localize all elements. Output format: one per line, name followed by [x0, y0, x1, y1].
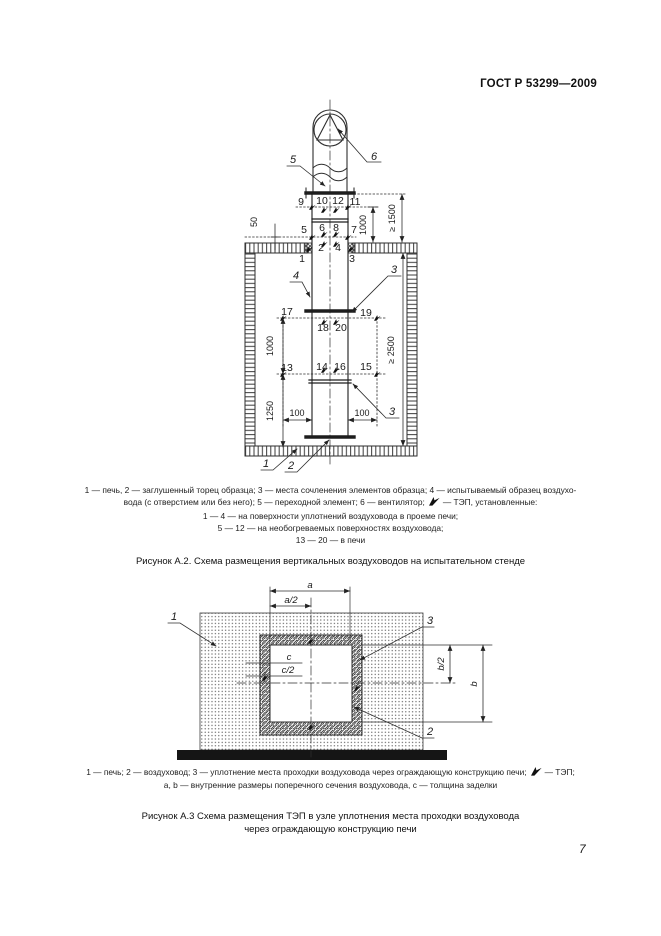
tc-15: 15 [360, 361, 372, 373]
dim-1250: 1250 [265, 400, 275, 422]
standard-number-header: ГОСТ Р 53299—2009 [480, 78, 597, 90]
tep-symbol-icon [531, 767, 542, 779]
tc-12: 12 [332, 195, 344, 207]
legend-a2-line5: 13 — 20 — в печи [295, 535, 366, 546]
legend-a3-line1-text-after: — ТЭП; [544, 767, 575, 777]
legend-a2-line4: 5 — 12 — на необогреваемых поверхностях воздуховода; [217, 522, 444, 533]
figure-a3-title-line2: через ограждающую конструкцию печи [244, 824, 417, 835]
tc-8: 8 [333, 222, 339, 234]
element-leaders-a2 [261, 129, 401, 472]
dim-1000-top: 1000 [358, 214, 368, 236]
tc-17: 17 [281, 306, 293, 318]
dim-1000-mid: 1000 [265, 335, 275, 357]
tc-19: 19 [360, 307, 372, 319]
tc-6: 6 [319, 222, 325, 234]
tc-1: 1 [299, 253, 305, 265]
figure-a2-legend [36, 484, 625, 546]
tep-symbol-icon [429, 497, 440, 509]
label-joint-top: 3 [390, 264, 398, 276]
label-seal-a3: 3 [426, 615, 434, 627]
dim-c: c [286, 652, 292, 663]
dim-c-half: c/2 [281, 665, 295, 676]
base-plate [177, 750, 447, 760]
legend-a3-line1-text: 1 — печь; 2 — воздуховод; 3 — уплотнение места проходки воздуховода через ограждающую конструкцию печи; [86, 767, 527, 777]
label-specimen: 4 [292, 270, 300, 282]
figure-a3-title [0, 810, 661, 836]
legend-a2-line2 [36, 496, 625, 509]
legend-a3-line2: a, b — внутренние размеры поперечного сечения воздуховода, c — толщина заделки [163, 780, 498, 791]
figure-a3-diagram [168, 580, 492, 760]
legend-a2-line1: 1 — печь, 2 — заглушенный торец образца; 3 — места сочленения элементов образца; 4 — испытываемый образец воздухо- [84, 485, 577, 495]
tc-10: 10 [316, 195, 328, 207]
figure-a3-legend [36, 766, 625, 792]
label-transition-element: 5 [289, 154, 297, 166]
dim-100-right: 100 [354, 408, 370, 418]
label-furnace-a3: 1 [170, 611, 178, 623]
dim-1500: ≥ 1500 [387, 204, 397, 232]
dim-2500: ≥ 2500 [386, 336, 396, 364]
tc-2: 2 [318, 242, 324, 254]
tc-16: 16 [334, 361, 346, 373]
label-capped-end: 2 [287, 460, 295, 472]
legend-a2-line2-text-after: — ТЭП, установленные: [442, 497, 538, 508]
dim-a-half: a/2 [284, 595, 298, 606]
legend-a3-line1 [36, 766, 625, 779]
page-number: 7 [579, 842, 586, 856]
label-joint-bottom: 3 [388, 406, 396, 418]
legend-a2-line2-text: вода (с отверстием или без него); 5 — переходной элемент; 6 — вентилятор; [123, 497, 425, 508]
tc-9: 9 [298, 196, 304, 208]
tc-14: 14 [316, 361, 328, 373]
tc-5: 5 [301, 224, 307, 236]
tc-4: 4 [335, 242, 341, 254]
dim-50: 50 [249, 216, 259, 228]
dim-a: a [307, 580, 313, 591]
figure-a2-diagram [245, 100, 417, 472]
figure-a3-title-line1: Рисунок А.3 Схема размещения ТЭП в узле уплотнения места проходки воздуховода [141, 811, 520, 822]
tc-13: 13 [281, 362, 293, 374]
label-duct-a3: 2 [426, 726, 434, 738]
figure-a2-title: Рисунок А.2. Схема размещения вертикальных воздуховодов на испытательном стенде [135, 556, 526, 567]
dim-100-left: 100 [289, 408, 305, 418]
legend-a2-line3: 1 — 4 — на поверхности уплотнений воздуховода в проеме печи; [202, 510, 459, 521]
dim-b-half: b/2 [436, 657, 447, 671]
dim-b: b [469, 681, 480, 687]
label-fan: 6 [370, 151, 378, 163]
tc-18: 18 [317, 322, 329, 334]
tc-7: 7 [351, 224, 357, 236]
tc-20: 20 [335, 322, 347, 334]
tc-3: 3 [349, 253, 355, 265]
tc-11: 11 [349, 196, 361, 208]
label-furnace: 1 [262, 458, 270, 470]
